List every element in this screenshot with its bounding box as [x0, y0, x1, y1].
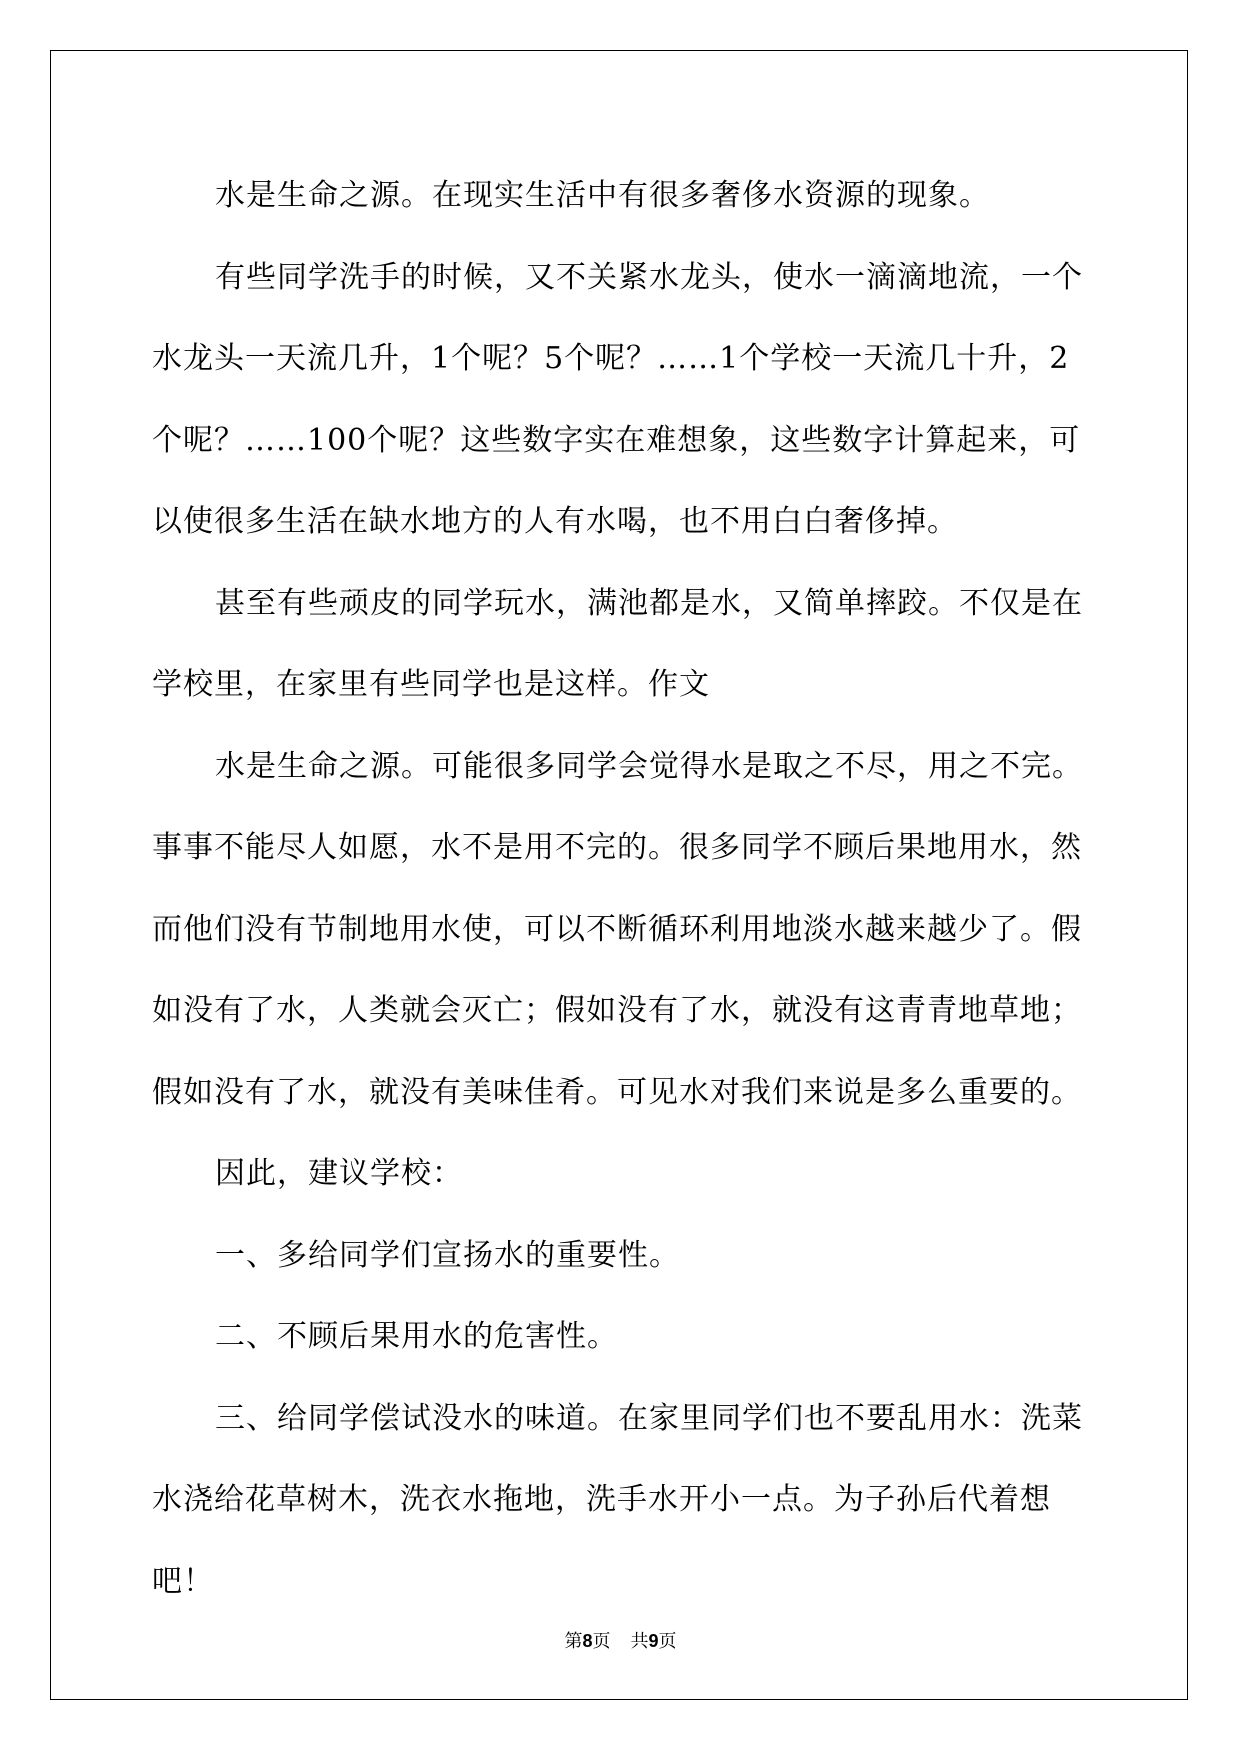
paragraph-6: 一、多给同学们宣扬水的重要性。	[215, 1237, 680, 1273]
page-prefix: 第	[564, 1631, 583, 1652]
paragraph-7: 二、不顾后果用水的危害性。	[215, 1319, 618, 1354]
page-footer	[0, 1627, 1241, 1653]
total-prefix: 共	[630, 1631, 649, 1652]
paragraph-5: 因此，建议学校：	[215, 1156, 463, 1191]
total-suffix: 页	[658, 1631, 677, 1652]
total-pages: 9	[648, 1631, 659, 1651]
paragraph-8: 三、给同学偿试没水的味道。在家里同学们也不要乱用水：洗菜水浇给花草树木，洗衣水拖地，洗手水开小一点。为子孙后代着想吧！	[152, 1400, 1083, 1599]
paragraph-2: 有些同学洗手的时候，又不关紧水龙头，使水一滴滴地流，一个水龙头一天流几升，1个呢？5个呢？……1个学校一天流几十升，2个呢？……100个呢？这些数字实在难想象，这些数字计算起来，可以使很多生活在缺水地方的人有水喝，也不用白白奢侈掉。	[152, 259, 1083, 539]
document-body	[152, 155, 1092, 1622]
page-suffix: 页	[592, 1631, 611, 1652]
paragraph-4: 水是生命之源。可能很多同学会觉得水是取之不尽，用之不完。事事不能尽人如愿，水不是用不完的。很多同学不顾后果地用水，然而他们没有节制地用水使，可以不断循环利用地淡水越来越少了。假如没有了水，人类就会灭亡；假如没有了水，就没有这青青地草地；假如没有了水，就没有美味佳肴。可见水对我们来说是多么重要的。	[152, 748, 1083, 1110]
paragraph-1: 水是生命之源。在现实生活中有很多奢侈水资源的现象。	[215, 178, 990, 213]
page-number: 8	[582, 1631, 593, 1651]
paragraph-3: 甚至有些顽皮的同学玩水，满池都是水，又简单摔跤。不仅是在学校里，在家里有些同学也是这样。作文	[152, 585, 1083, 702]
